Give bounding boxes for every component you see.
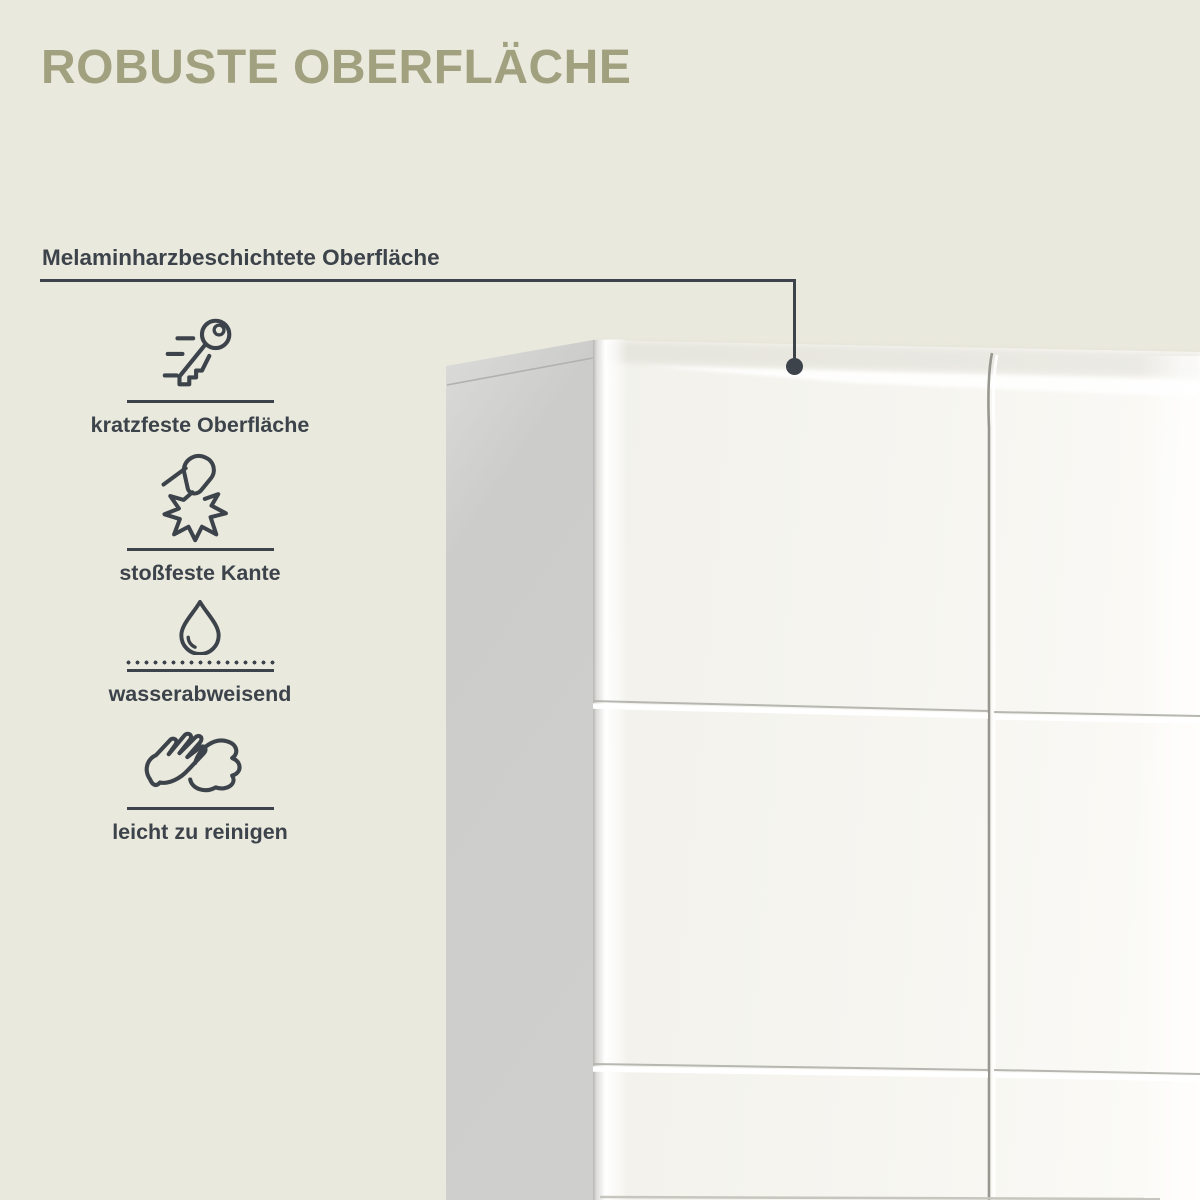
feature-label: kratzfeste Oberfläche	[90, 413, 310, 437]
feature-easy-to-clean	[40, 719, 360, 845]
callout-dot	[786, 358, 803, 375]
feature-scratch-resistant	[40, 310, 360, 438]
water-drop-icon	[40, 598, 360, 655]
callout-line-horizontal	[40, 279, 796, 282]
icon-underline	[127, 400, 274, 403]
feature-impact-resistant	[40, 450, 360, 586]
dotted-water-line	[124, 660, 277, 665]
feature-label: leicht zu reinigen	[112, 820, 288, 844]
icon-underline	[127, 548, 274, 551]
hammer-impact-icon	[40, 450, 360, 544]
page-title: ROBUSTE OBERFLÄCHE	[41, 41, 632, 94]
wiping-hand-icon	[40, 719, 360, 803]
callout-label: Melaminharzbeschichtete Oberfläche	[42, 245, 440, 270]
icon-underline	[127, 807, 274, 810]
callout-line-vertical	[793, 279, 796, 365]
cabinet-side-panel	[446, 340, 593, 1200]
feature-water-repellent	[40, 598, 360, 707]
feature-label: wasserabweisend	[108, 682, 292, 706]
icon-underline	[127, 669, 274, 672]
feature-label: stoßfeste Kante	[119, 561, 281, 585]
flying-key-icon	[40, 310, 360, 396]
